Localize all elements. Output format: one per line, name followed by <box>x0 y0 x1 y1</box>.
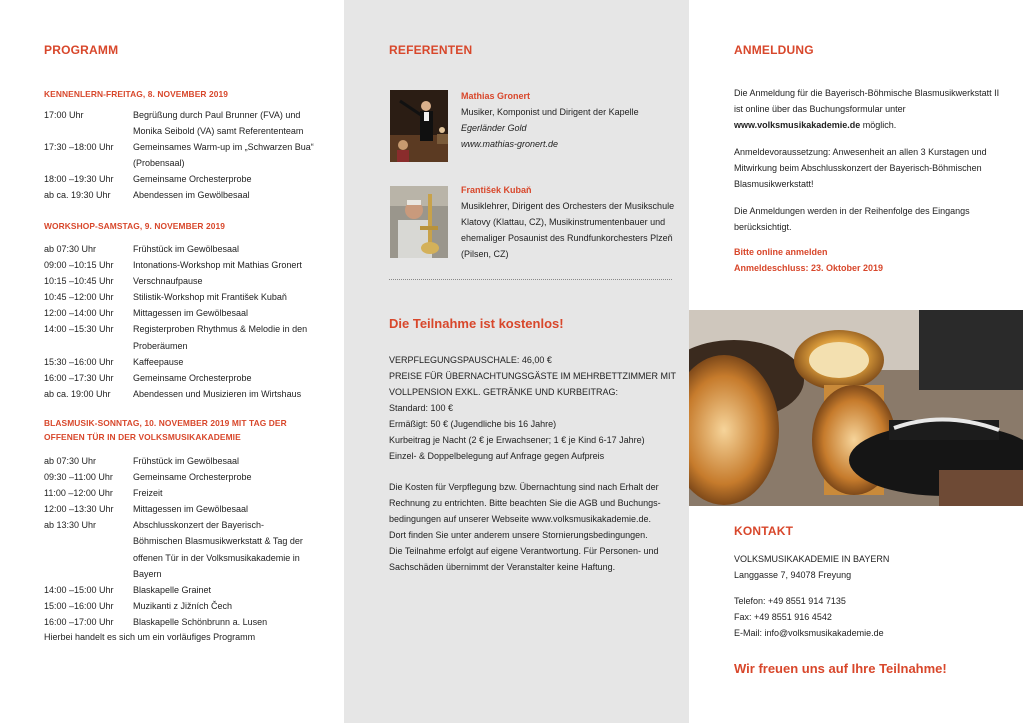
programm-column <box>0 0 344 723</box>
gronert-info <box>461 88 676 152</box>
anmeldung-column <box>689 0 1023 723</box>
price-line: Kurbeitrag je Nacht (2 € je Erwachsener; 1 € je Kind 6-17 Jahre) <box>389 435 645 445</box>
price-line: VOLLPENSION EXKL. GETRÄNKE UND KURBEITRAG: <box>389 387 619 397</box>
prices-block <box>389 352 679 464</box>
order-line: berücksichtigt. <box>734 222 792 232</box>
requirement-line: Anmeldevoraussetzung: Anwesenheit an allen 3 Kurstagen und <box>734 147 987 157</box>
terms-line: Die Kosten für Verpflegung bzw. Übernachtung sind nach Erhalt der <box>389 482 659 492</box>
programm-title: PROGRAMM <box>44 43 119 57</box>
anmeldung-intro <box>734 85 1019 133</box>
gronert-band: Egerländer Gold <box>461 123 527 133</box>
schedule-row: 15:00 –16:00 Uhr Muzikanti z Jižních Čech <box>44 600 233 611</box>
day-1-schedule <box>44 107 319 204</box>
terms-line: bedingungen auf unserer Webseite www.volksmusikakademie.de. <box>389 514 651 524</box>
schedule-row: 16:00 –17:00 Uhr Blaskapelle Schönbrunn a. Lusen <box>44 616 268 627</box>
kuban-photo <box>390 186 448 258</box>
schedule-row: 11:00 –12:00 Uhr Freizeit <box>44 488 163 499</box>
kuban-bio-line: Musiklehrer, Dirigent des Orchesters der Musikschule <box>461 201 675 211</box>
kontakt-title: KONTAKT <box>734 524 794 538</box>
schedule-row: ab 07:30 Uhr Frühstück im Gewölbesaal <box>44 244 240 254</box>
registration-url-link[interactable]: www.volksmusikakademie.de <box>734 120 861 130</box>
fax: Fax: +49 8551 916 4542 <box>734 612 832 622</box>
kuban-bio-line: (Pilsen, CZ) <box>461 249 509 259</box>
kontakt-details <box>734 593 1019 641</box>
gronert-name: Mathias Gronert <box>461 91 531 101</box>
order-line: Die Anmeldungen werden in der Reihenfolge des Eingangs <box>734 206 970 216</box>
day-3-schedule <box>44 453 319 630</box>
day-1-heading: KENNENLERN-FREITAG, 8. NOVEMBER 2019 <box>44 89 229 99</box>
schedule-row: 12:00 –13:30 Uhr Mittagessen im Gewölbesaal <box>44 504 249 515</box>
gronert-photo <box>390 90 448 162</box>
schedule-row: 16:00 –17:30 Uhr Gemeinsame Orchesterprobe <box>44 372 252 383</box>
gronert-website-link[interactable]: www.mathias-gronert.de <box>461 139 559 149</box>
requirement-block <box>734 144 1019 192</box>
online-cta: Bitte online anmelden <box>734 247 828 257</box>
tuba-photo-icon <box>689 310 1023 506</box>
brass-instruments-photo <box>689 310 1023 506</box>
schedule-row: 09:00 –10:15 Uhr Intonations-Workshop mit Mathias Gronert <box>44 260 302 271</box>
referenten-title: REFERENTEN <box>389 43 473 57</box>
programm-note: Hierbei handelt es sich um ein vorläufiges Programm <box>44 632 256 642</box>
intro-url-line: www.volksmusikakademie.de möglich. <box>734 120 897 130</box>
terms-line: Sachschäden übernimmt der Veranstalter keine Haftung. <box>389 562 616 572</box>
schedule-row: 10:15 –10:45 Uhr Verschnaufpause <box>44 276 203 287</box>
terms-line: Rechnung zu entrichten. Bitte beachten Sie die AGB und Buchungs- <box>389 498 661 508</box>
terms-line: Die Teilnahme erfolgt auf eigene Verantwortung. Für Personen- und <box>389 546 659 556</box>
divider <box>389 279 672 280</box>
kuban-info <box>461 182 676 262</box>
schedule-row: 14:00 –15:30 Uhr Registerproben Rhythmus & Melodie in den Proberäumen <box>44 324 308 351</box>
price-line: VERPFLEGUNGSPAUSCHALE: 46,00 € <box>389 355 552 365</box>
cta-block <box>734 244 883 276</box>
kuban-name: František Kubaň <box>461 185 532 195</box>
kuban-bio-line: ehemaliger Posaunist des Rundfunkorchesters Plzeň <box>461 233 673 243</box>
deadline: Anmeldeschluss: 23. Oktober 2019 <box>734 263 884 273</box>
day-3-heading: BLASMUSIK-SONNTAG, 10. NOVEMBER 2019 MIT TAG DER OFFENEN TÜR IN DER VOLKSMUSIKAKADEMIE <box>44 418 287 442</box>
closing-line: Wir freuen uns auf Ihre Teilnahme! <box>734 661 947 676</box>
teilnahme-headline: Die Teilnahme ist kostenlos! <box>389 316 564 331</box>
schedule-row: ab 07:30 Uhr Frühstück im Gewölbesaal <box>44 456 240 466</box>
email-link[interactable]: E-Mail: info@volksmusikakademie.de <box>734 628 884 638</box>
price-line: Standard: 100 € <box>389 403 454 413</box>
price-line: PREISE FÜR ÜBERNACHTUNGSGÄSTE IM MEHRBETTZIMMER MIT <box>389 371 677 381</box>
day-2-schedule <box>44 241 319 402</box>
intro-line: Die Anmeldung für die Bayerisch-Böhmische Blasmusikwerkstatt II <box>734 88 1000 98</box>
price-line: Ermäßigt: 50 € (Jugendliche bis 16 Jahre) <box>389 419 557 429</box>
gronert-role: Musiker, Komponist und Dirigent der Kapelle <box>461 107 639 117</box>
schedule-row: 15:30 –16:00 Uhr Kaffeepause <box>44 356 184 367</box>
schedule-row: ab ca. 19:00 Uhr Abendessen und Musizieren im Wirtshaus <box>44 388 302 399</box>
kontakt-address <box>734 551 1019 583</box>
schedule-row: 14:00 –15:00 Uhr Blaskapelle Grainet <box>44 584 212 595</box>
schedule-row: 10:45 –12:00 Uhr Stilistik-Workshop mit František Kubaň <box>44 292 287 303</box>
schedule-row: 09:30 –11:00 Uhr Gemeinsame Orchesterprobe <box>44 472 252 483</box>
org-name: VOLKSMUSIKAKADEMIE IN BAYERN <box>734 554 890 564</box>
requirement-line: Blasmusikwerkstatt! <box>734 179 814 189</box>
anmeldung-title: ANMELDUNG <box>734 43 814 57</box>
requirement-line: Mitwirkung beim Abschlusskonzert der Bayerisch-Böhmischen <box>734 163 982 173</box>
kuban-bio-line: Klatovy (Klattau, CZ), Musikinstrumentenbauer und <box>461 217 666 227</box>
day-2-heading: WORKSHOP-SAMSTAG, 9. NOVEMBER 2019 <box>44 221 226 231</box>
terms-block <box>389 479 684 575</box>
terms-line: Dort finden Sie unter anderem unsere Stornierungsbedingungen. <box>389 530 648 540</box>
schedule-row: 12:00 –14:00 Uhr Mittagessen im Gewölbesaal <box>44 308 249 319</box>
schedule-row: ab 13:30 Uhr Abschlusskonzert der Bayerisch-Böhmischen Blasmusikwerkstatt & Tag der offenen Tür in der Volksmusikakademie in Bayern <box>44 520 303 579</box>
trombonist-photo-icon <box>390 186 448 258</box>
schedule-row: 17:00 Uhr Begrüßung durch Paul Brunner (FVA) und Monika Seibold (VA) samt Referententeam <box>44 110 304 137</box>
schedule-row: ab ca. 19:30 Uhr Abendessen im Gewölbesaal <box>44 190 250 201</box>
schedule-row: 18:00 –19:30 Uhr Gemeinsame Orchesterprobe <box>44 174 252 185</box>
phone: Telefon: +49 8551 914 7135 <box>734 596 846 606</box>
intro-line: ist online über das Buchungsformular unter <box>734 104 906 114</box>
price-line: Einzel- & Doppelbelegung auf Anfrage gegen Aufpreis <box>389 451 605 461</box>
address: Langgasse 7, 94078 Freyung <box>734 570 852 580</box>
order-block <box>734 203 1019 235</box>
conductor-photo-icon <box>390 90 448 162</box>
referenten-column <box>344 0 689 723</box>
schedule-row: 17:30 –18:00 Uhr Gemeinsames Warm-up im „Schwarzen Bua“ (Probensaal) <box>44 142 314 169</box>
